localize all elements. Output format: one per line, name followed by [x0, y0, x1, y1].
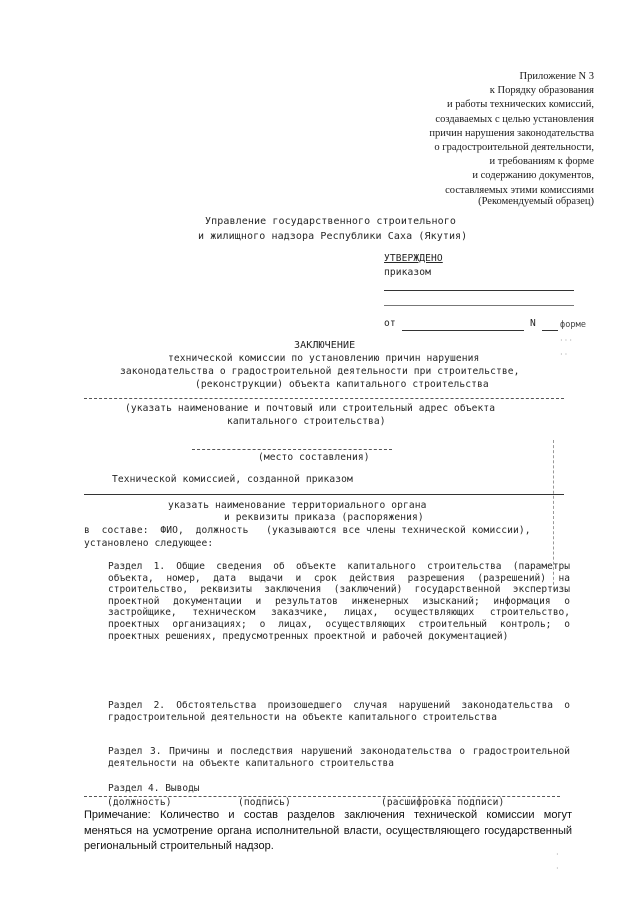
fold-mark	[553, 440, 554, 590]
commission-intro: Технической комиссией, созданной приказом	[112, 474, 353, 485]
margin-scribble: · · ·	[560, 336, 572, 345]
signature-decode: (расшифровка подписи)	[381, 797, 505, 808]
approval-form: форме	[560, 320, 587, 330]
margin-scribble: ·	[556, 864, 559, 873]
section-3: Раздел 3. Причины и последствия нарушений законодательства о градостроительной деятельности на объекте капитального строительства	[108, 746, 570, 769]
header-line: Приложение N 3	[519, 71, 594, 82]
approval-title: УТВЕРЖДЕНО	[384, 253, 443, 264]
conclusion-title: ЗАКЛЮЧЕНИЕ	[294, 340, 356, 351]
appendix-header	[264, 70, 594, 198]
commission-established: установлено следующее:	[84, 538, 214, 549]
approval-line-1	[384, 290, 574, 291]
place-dotted-line	[192, 449, 392, 450]
header-line: причин нарушения законодательства	[429, 127, 594, 139]
header-line: о градостроительной деятельности,	[434, 142, 594, 154]
header-line: и требованиям к форме	[489, 156, 594, 168]
conclusion-line-3: (реконструкции) объекта капитального строительства	[195, 379, 489, 390]
section-2: Раздел 2. Обстоятельства произошедшего случая нарушений законодательства о градостроительной деятельности на объекте капитального строительства	[108, 700, 570, 723]
margin-scribble: · ·	[560, 350, 568, 359]
conclusion-line-2: законодательства о градостроительной деятельности при строительстве,	[120, 366, 520, 377]
footnote	[84, 808, 572, 855]
conclusion-line-1: технической комиссии по установлению причин нарушения	[168, 353, 480, 364]
commission-composition: в составе: ФИО, должность (указываются все члены технической комиссии),	[84, 525, 531, 536]
commission-hint-2: и реквизиты приказа (распоряжения)	[224, 512, 424, 523]
approval-date-line	[402, 330, 524, 331]
section-1: Раздел 1. Общие сведения об объекте капитального строительства (параметры объекта, номер, дата выдачи и срок действия разрешения (разрешений) на строительство, реквизиты заключения (заключений) государственной экспертизы проектной документации и результатов инженерных изысканий; информация о застройщике, техническом заказчике, лицах, осуществляющих строительство, проектных организациях; о лицах, осуществляющих строительный контроль; о проектных решениях, предусмотренных проектной и рабочей документацией)	[108, 561, 570, 642]
commission-line	[84, 494, 564, 495]
org-line-1: Управление государственного строительного	[205, 216, 456, 227]
footnote-label: Примечание:	[84, 809, 151, 821]
header-line: создаваемых с целью установления	[435, 113, 594, 125]
place-label: (место составления)	[258, 452, 370, 463]
commission-hint-1: указать наименование территориального органа	[168, 500, 427, 511]
approval-by: приказом	[384, 267, 432, 278]
header-line: составляемых этими комиссиями	[445, 184, 594, 196]
object-hint-1: (указать наименование и почтовый или строительный адрес объекта	[125, 403, 496, 414]
margin-scribble: ·	[556, 850, 559, 859]
approval-from: от	[384, 318, 396, 329]
sample-note: (Рекомендуемый образец)	[478, 196, 594, 207]
object-dotted-line	[84, 398, 564, 399]
signature-sign: (подпись)	[238, 797, 291, 808]
object-hint-2: капитального строительства)	[227, 416, 386, 427]
header-line: к Порядку образования	[489, 85, 594, 97]
header-line: и содержанию документов,	[472, 170, 594, 182]
footnote-text: Количество и состав разделов заключения технической комиссии могут меняться на усмотрение органа исполнительной власти, осуществляющего государственный региональный строительный надзор.	[84, 809, 572, 852]
signature-position: (должность)	[107, 797, 172, 808]
org-line-2: и жилищного надзора Республики Саха (Якутия)	[198, 231, 468, 242]
approval-number-sign: N	[530, 318, 536, 329]
section-4: Раздел 4. Выводы	[108, 783, 200, 794]
header-line: и работы технических комиссий,	[447, 99, 594, 111]
approval-line-2	[384, 305, 574, 306]
approval-number-line	[542, 330, 558, 331]
